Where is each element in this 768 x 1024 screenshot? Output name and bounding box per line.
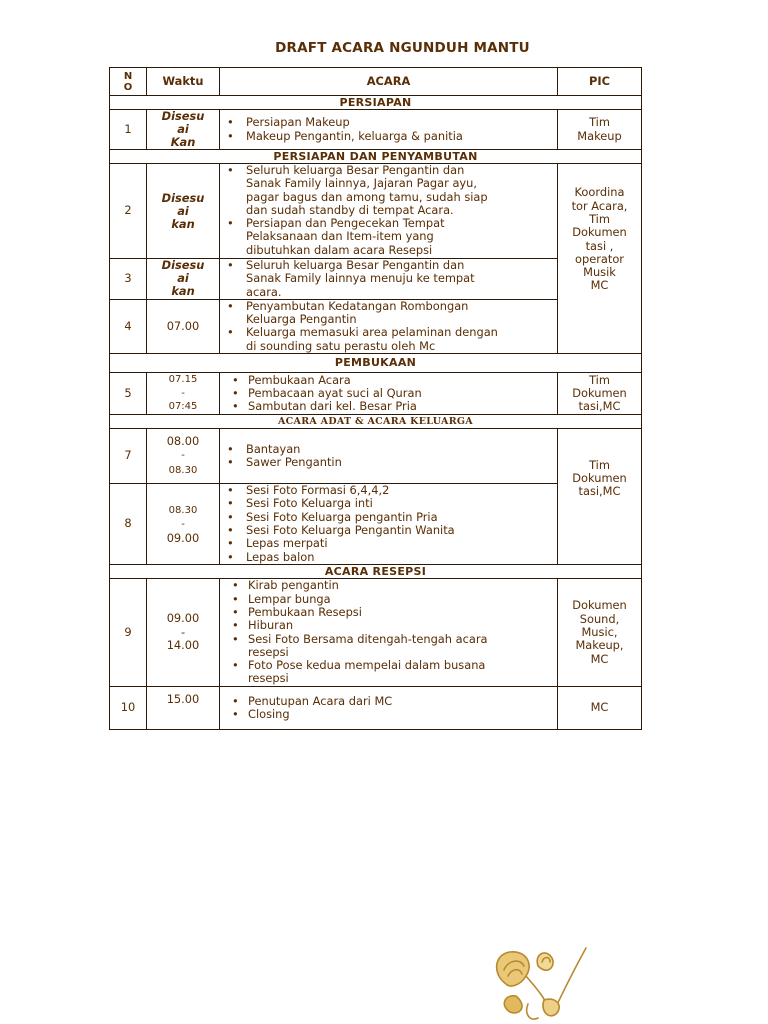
table-row (110, 687, 642, 730)
list-item: • Sesi Foto Keluarga pengantin Pria (222, 511, 557, 524)
list-item: • Pembukaan Resepsi (222, 606, 551, 619)
row-activity (220, 164, 558, 259)
list-item: • Lepas balon (222, 551, 557, 564)
table-header-row (110, 68, 642, 96)
row-number: 8 (110, 484, 147, 565)
list-item: • Closing (222, 708, 557, 721)
document-title: DRAFT ACARA NGUNDUH MANTU (275, 40, 530, 56)
header-no: N O (110, 68, 147, 96)
row-time: 08.00 - 08.30 (147, 429, 220, 484)
row-number: 10 (110, 687, 147, 730)
golden-rose-icon (486, 944, 596, 1024)
list-item: • Lepas merpati (222, 537, 557, 550)
row-time: 07.00 (147, 299, 220, 353)
header-waktu: Waktu (147, 68, 220, 96)
list-item: • Seluruh keluarga Besar Pengantin dan Sanak Family lainnya menuju ke tempat acara. (222, 259, 557, 299)
row-time: 09.00 - 14.00 (147, 579, 220, 687)
row-activity (220, 373, 558, 415)
list-item: • Persiapan dan Pengecekan Tempat Pelaksanaan dan Item-item yang dibutuhkan dalam acara Resepsi (222, 217, 557, 257)
list-item: • Sesi Foto Formasi 6,4,4,2 (222, 484, 557, 497)
list-item: • Penyambutan Kedatangan Rombongan Keluarga Pengantin (222, 300, 557, 327)
row-activity (220, 579, 558, 687)
list-item: • Kirab pengantin (222, 579, 551, 592)
section-pembukaan: PEMBUKAAN (110, 354, 642, 373)
list-item: • Seluruh keluarga Besar Pengantin dan Sanak Family lainnya, Jajaran Pagar ayu, pagar bagus dan among tamu, sudah siap dan sudah standby di tempat Acara. (222, 164, 557, 217)
row-pic: MC (558, 687, 642, 730)
list-item: • Persiapan Makeup (222, 116, 557, 129)
list-item: • Sesi Foto Bersama ditengah-tengah acara resepsi (222, 633, 551, 660)
list-item: • Keluarga memasuki area pelaminan dengan di sounding satu perastu oleh Mc (222, 326, 557, 353)
row-number: 3 (110, 259, 147, 300)
section-penyambutan: PERSIAPAN DAN PENYAMBUTAN (110, 150, 642, 164)
row-activity (220, 429, 558, 484)
table-row (110, 164, 642, 259)
row-activity (220, 110, 558, 150)
row-activity (220, 299, 558, 353)
section-acara-adat: ACARA ADAT & ACARA KELUARGA (110, 415, 642, 429)
list-item: • Bantayan (222, 443, 557, 456)
list-item: • Sawer Pengantin (222, 456, 557, 469)
row-number: 7 (110, 429, 147, 484)
row-time: Disesu ai kan (147, 164, 220, 259)
table-row (110, 373, 642, 415)
list-item: • Pembukaan Acara (222, 374, 557, 387)
row-time: 07.15 - 07:45 (147, 373, 220, 415)
row-activity (220, 687, 558, 730)
table-row (110, 579, 642, 687)
row-number: 5 (110, 373, 147, 415)
row-time: 15.00 (147, 687, 220, 730)
row-pic: Koordina tor Acara, Tim Dokumen tasi , operator Musik MC (558, 164, 642, 354)
list-item: • Sambutan dari kel. Besar Pria (222, 400, 557, 413)
row-pic: Tim Makeup (558, 110, 642, 150)
list-item: • Sesi Foto Keluarga Pengantin Wanita (222, 524, 557, 537)
list-item: • Pembacaan ayat suci al Quran (222, 387, 557, 400)
table-row (110, 429, 642, 484)
row-number: 2 (110, 164, 147, 259)
row-number: 4 (110, 299, 147, 353)
header-acara: ACARA (220, 68, 558, 96)
section-persiapan: PERSIAPAN (110, 96, 642, 110)
row-activity (220, 259, 558, 300)
row-time: 08.30 - 09.00 (147, 484, 220, 565)
row-pic: Tim Dokumen tasi,MC (558, 373, 642, 415)
row-pic: Dokumen Sound, Music, Makeup, MC (558, 579, 642, 687)
row-pic: Tim Dokumen tasi,MC (558, 429, 642, 565)
list-item: • Hiburan (222, 619, 551, 632)
row-number: 9 (110, 579, 147, 687)
header-pic: PIC (558, 68, 642, 96)
schedule-table (109, 67, 642, 730)
section-acara-resepsi: ACARA RESEPSI (110, 565, 642, 579)
row-time: Disesu ai Kan (147, 110, 220, 150)
table-row (110, 110, 642, 150)
row-activity (220, 484, 558, 565)
list-item: • Makeup Pengantin, keluarga & panitia (222, 130, 557, 143)
list-item: • Sesi Foto Keluarga inti (222, 497, 557, 510)
row-number: 1 (110, 110, 147, 150)
list-item: • Lempar bunga (222, 593, 551, 606)
list-item: • Penutupan Acara dari MC (222, 695, 557, 708)
list-item: • Foto Pose kedua mempelai dalam busana resepsi (222, 659, 551, 686)
row-time: Disesu ai kan (147, 259, 220, 300)
